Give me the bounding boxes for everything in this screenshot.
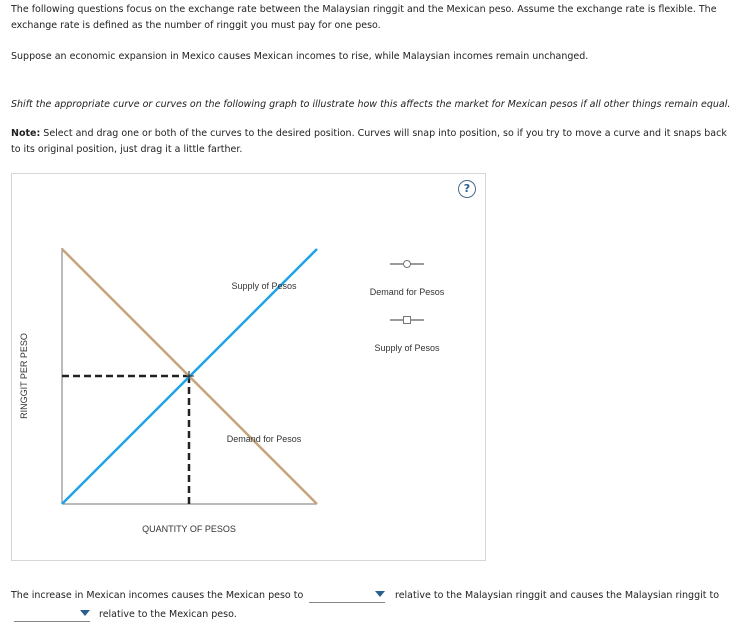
note-body: Select and drag one or both of the curves to the desired position. Curves will snap into position, so if you try to move a curve and it snaps back to its original position, just drag it a little farther. xyxy=(11,128,727,155)
y-axis-label: RINGGIT PER PESO xyxy=(19,333,29,419)
graph-panel xyxy=(11,173,486,561)
note-text xyxy=(11,126,739,158)
chevron-down-icon xyxy=(375,591,385,597)
ringgit-change-dropdown[interactable] xyxy=(14,607,90,622)
task-instruction: Shift the appropriate curve or curves on the following graph to illustrate how this affects the market for Mexican pesos if all other things remain equal. xyxy=(11,99,731,110)
legend-demand-label: Demand for Pesos xyxy=(369,287,445,297)
peso-change-dropdown[interactable] xyxy=(309,588,385,603)
exchange-market-graph xyxy=(12,174,485,560)
scenario-text: Suppose an economic expansion in Mexico causes Mexican incomes to rise, while Malaysian incomes remain unchanged. xyxy=(11,51,589,62)
answer-text-3: relative to the Mexican peso. xyxy=(99,609,237,620)
answer-text-1: The increase in Mexican incomes causes the Mexican peso to xyxy=(11,590,304,601)
help-button[interactable]: ? xyxy=(458,180,476,198)
question-intro: The following questions focus on the exchange rate between the Malaysian ringgit and the Mexican peso. Assume the exchange rate is flexible. The exchange rate is defined as the number of ringgit you must pay for one peso. xyxy=(11,4,717,31)
answer-text-2: relative to the Malaysian ringgit and causes the Malaysian ringgit to xyxy=(395,590,720,601)
note-label: Note: xyxy=(11,128,41,139)
legend-supply-marker[interactable] xyxy=(404,317,411,324)
supply-curve-label: Supply of Pesos xyxy=(231,281,297,291)
legend-supply-label: Supply of Pesos xyxy=(374,343,440,353)
chevron-down-icon xyxy=(80,610,90,616)
x-axis-label: QUANTITY OF PESOS xyxy=(142,524,236,534)
demand-curve-label: Demand for Pesos xyxy=(226,434,302,444)
legend-demand-marker[interactable] xyxy=(404,261,411,268)
